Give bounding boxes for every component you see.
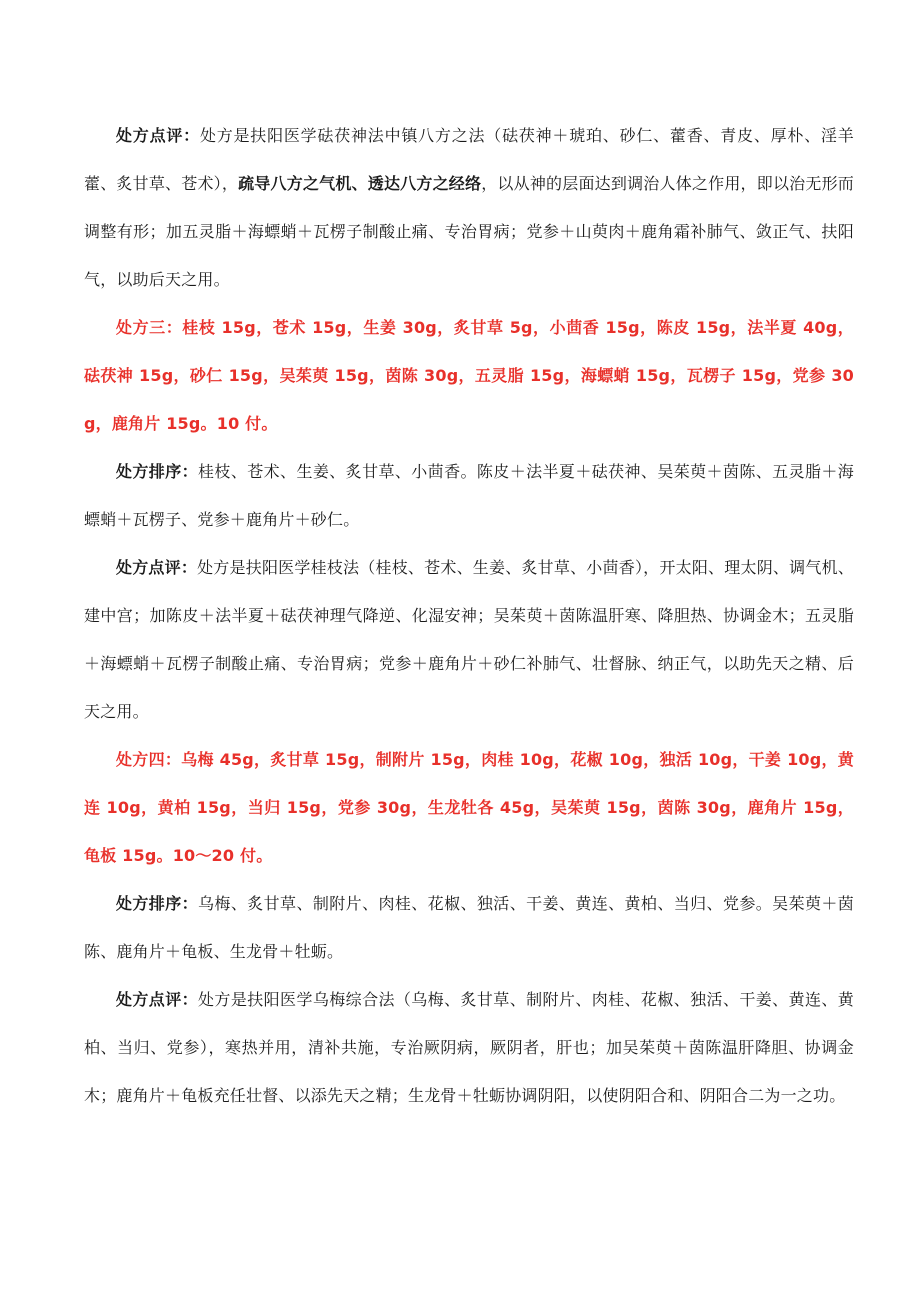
paragraph-review-4	[84, 976, 854, 1120]
document-page	[84, 112, 854, 1120]
review-text-post: ，以从神的层面达到调治人体之作用，即以治无形而调整有形；加五灵脂＋海螵蛸＋瓦楞子制酸止痛、专治胃病；党参＋山萸肉＋鹿角霜补肺气、敛正气、扶阳气，以助后天之用。	[84, 174, 854, 289]
order-text: 桂枝、苍术、生姜、炙甘草、小茴香。陈皮＋法半夏＋砝茯神、吴茱萸＋茵陈、五灵脂＋海螵蛸＋瓦楞子、党参＋鹿角片＋砂仁。	[84, 462, 854, 529]
review-text: 处方是扶阳医学桂枝法（桂枝、苍术、生姜、炙甘草、小茴香），开太阳、理太阴、调气机、建中宫；加陈皮＋法半夏＋砝茯神理气降逆、化湿安神；吴茱萸＋茵陈温肝寒、降胆热、协调金木；五灵脂＋海螵蛸＋瓦楞子制酸止痛、专治胃病；党参＋鹿角片＋砂仁补肺气、壮督脉、纳正气，以助先天之精、后天之用。	[84, 558, 854, 721]
review-text-bold: 疏导八方之气机、透达八方之经络	[238, 174, 482, 193]
paragraph-review-3	[84, 544, 854, 736]
order-text: 乌梅、炙甘草、制附片、肉桂、花椒、独活、干姜、黄连、黄柏、当归、党参。吴茱萸＋茵陈、鹿角片＋龟板、生龙骨＋牡蛎。	[84, 894, 854, 961]
order-label: 处方排序：	[116, 462, 199, 481]
review-label: 处方点评：	[116, 558, 198, 577]
review-label: 处方点评：	[116, 126, 200, 145]
prescription-four: 处方四：乌梅 45g，炙甘草 15g，制附片 15g，肉桂 10g，花椒 10g，独活 10g，干姜 10g，黄连 10g，黄柏 15g，当归 15g，党参 30g，生龙牡各 45g，吴茱萸 15g，茵陈 30g，鹿角片 15g，龟板 15g。10～20 付。	[84, 750, 854, 865]
review-text: 处方是扶阳医学乌梅综合法（乌梅、炙甘草、制附片、肉桂、花椒、独活、干姜、黄连、黄柏、当归、党参），寒热并用，清补共施，专治厥阴病，厥阴者，肝也；加吴茱萸＋茵陈温肝降胆、协调金木；鹿角片＋龟板充任壮督、以添先天之精；生龙骨＋牡蛎协调阴阳，以使阴阳合和、阴阳合二为一之功。	[84, 990, 854, 1105]
paragraph-order-4	[84, 880, 854, 976]
prescription-three: 处方三：桂枝 15g，苍术 15g，生姜 30g，炙甘草 5g，小茴香 15g，陈皮 15g，法半夏 40g，砝茯神 15g，砂仁 15g，吴茱萸 15g，茵陈 30g，五灵脂 15g，海螵蛸 15g，瓦楞子 15g，党参 30g，鹿角片 15g。10 付。	[84, 318, 854, 433]
review-text-pre: 处方是扶阳医学砝茯神法中镇八方之法（砝茯神＋琥珀、砂仁、藿香、青皮、厚朴、淫羊藿、炙甘草、苍术），	[84, 126, 854, 193]
paragraph-review-1	[84, 112, 854, 304]
order-label: 处方排序：	[116, 894, 199, 913]
paragraph-order-3	[84, 448, 854, 544]
review-label: 处方点评：	[116, 990, 199, 1009]
